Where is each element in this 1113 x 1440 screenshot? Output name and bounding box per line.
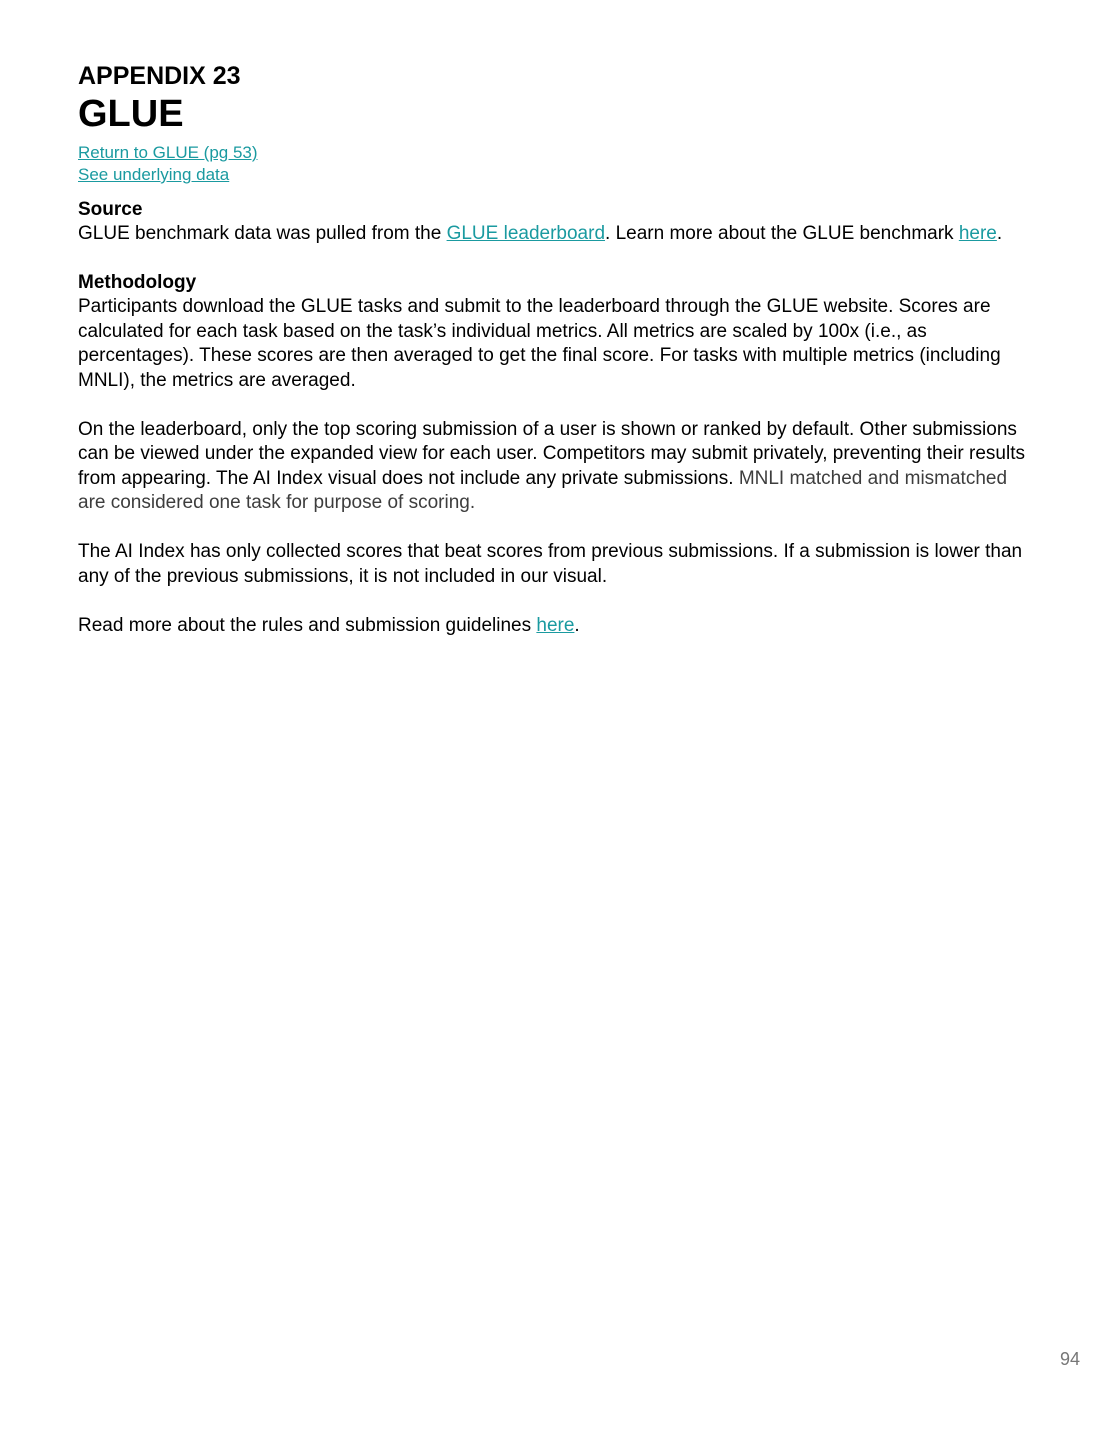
methodology-paragraph-2-main: On the leaderboard, only the top scoring submission of a user is shown or ranked by default. Other submissions can be viewed under the expanded view for each user. Competitors may submit privately, preventing their results from appearing. The AI Index visual does not include any private submissions. — [78, 418, 1025, 489]
guidelines-text-before: Read more about the rules and submission guidelines — [78, 614, 537, 636]
source-section — [78, 198, 1038, 247]
methodology-heading: Methodology — [78, 272, 197, 293]
source-paragraph — [78, 222, 1038, 247]
submission-guidelines-here-link[interactable]: here — [536, 614, 575, 636]
methodology-paragraph-3: The AI Index has only collected scores that beat scores from previous submissions. If a submission is lower than any of the previous submissions, it is not included in our visual. — [78, 541, 1023, 587]
glue-leaderboard-link[interactable]: GLUE leaderboard — [446, 223, 606, 244]
mnli-scoring-note: MNLI matched and mismatched are considered one task for purpose of scoring. — [78, 467, 1008, 513]
source-text-middle: . Learn more about the GLUE benchmark — [605, 223, 959, 244]
methodology-paragraph-2 — [78, 418, 1038, 516]
spacer — [78, 247, 1038, 272]
source-heading: Source — [78, 199, 143, 220]
return-to-glue-link[interactable]: Return to GLUE (pg 53) — [78, 143, 258, 162]
methodology-paragraph-1: Participants download the GLUE tasks and submit to the leaderboard through the GLUE website. Scores are calculated for each task based on the task’s individual metrics. All metrics are scaled by 100x (i.e., as percentages). These scores are then averaged to get the final score. For tasks with multiple metrics (including MNLI), the metrics are averaged. — [78, 296, 1001, 391]
spacer — [78, 393, 1038, 418]
spacer — [78, 186, 1038, 198]
page-title: GLUE — [78, 93, 184, 135]
page-number: 94 — [1059, 1349, 1080, 1369]
see-underlying-data-link[interactable]: See underlying data — [78, 165, 230, 184]
source-text-after: . — [996, 223, 1003, 244]
methodology-paragraph-4 — [78, 614, 1038, 639]
spacer — [78, 516, 1038, 541]
glue-benchmark-here-link[interactable]: here — [958, 223, 997, 244]
methodology-section — [78, 271, 1038, 638]
spacer — [78, 589, 1038, 614]
document-page — [78, 60, 1038, 638]
appendix-label: APPENDIX 23 — [78, 62, 241, 90]
guidelines-text-after: . — [574, 614, 580, 636]
source-text-before: GLUE benchmark data was pulled from the — [78, 223, 447, 244]
